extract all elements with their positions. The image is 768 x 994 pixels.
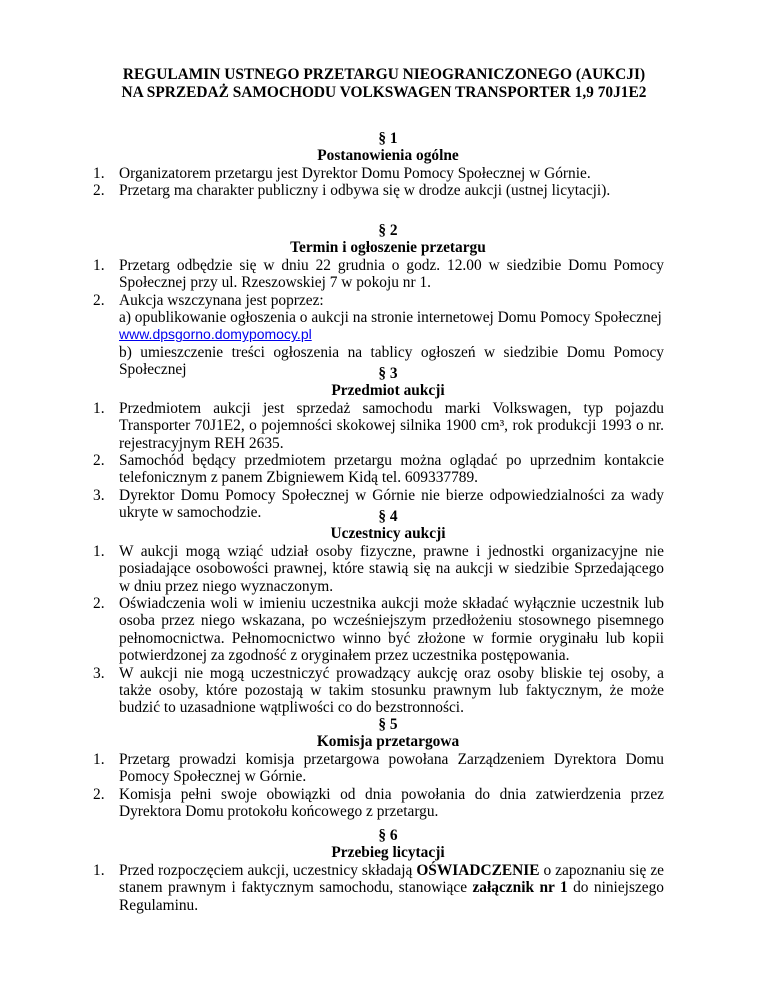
section-5 [93, 716, 664, 821]
item-text: Samochód będący przedmiotem przetargu można oglądać po uprzednim kontakcie telefonicznym z panem Zbigniewem Kidą tel. 609337789. [119, 452, 664, 487]
document-title [0, 66, 768, 102]
section-number: § 3 [378, 365, 398, 382]
section-number: § 5 [378, 716, 398, 733]
section-6 [93, 827, 664, 914]
item-text: Dyrektor Domu Pomocy Społecznej w Górnie nie bierze odpowiedzialności za wady ukryte w samochodzie. [119, 486, 664, 522]
item-text: Przed rozpoczęciem aukcji, uczestnicy składają [119, 861, 417, 879]
item-text: do niniejszego Regulaminu. [119, 879, 664, 914]
item-text: Oświadczenia woli w imieniu uczestnika aukcji może składać wyłącznie uczestnik lub osoba przez niego wskazana, po wcześniejszym przedłożeniu stosownego pisemnego pełnomocnictwa. Pełnomocnictwo winno być złożone w formie oryginału lub kopii potwierdzonej za zgodność z oryginałem przez uczestnika postępowania. [119, 595, 664, 665]
item-number: 2. [93, 452, 105, 470]
section-number: § 4 [378, 508, 398, 525]
section-heading: Komisja przetargowa [316, 733, 460, 751]
item-text: W aukcji nie mogą uczestniczyć prowadzący aukcję oraz osoby bliskie tej osoby, a także osoby, które pozostają w takim stosunku prawnym lub faktycznym, że może budzić to uzasadnione wątpliwości co do bezstronności. [119, 664, 664, 717]
item-text: Komisja pełni swoje obowiązki od dnia powołania do dnia zatwierdzenia przez Dyrektora Domu protokołu końcowego z przetargu. [119, 785, 664, 821]
item-text: Przetarg odbędzie się w dniu 22 grudnia o godz. 12.00 w siedzibie Domu Pomocy Społecznej przy ul. Rzeszowskiej 7 w pokoju nr 1. [119, 256, 664, 292]
section-heading: Uczestnicy aukcji [330, 525, 446, 543]
item-text: W aukcji mogą wziąć udział osoby fizyczne, prawne i jednostki organizacyjne nie posiadające osobowości prawnej, które stawią się na aukcji w siedzibie Sprzedającego w dniu przez niego wyznaczonym. [119, 542, 664, 595]
item-number: 1. [93, 542, 105, 560]
website-link[interactable]: www.dpsgorno.domypomocy.pl [119, 326, 312, 343]
section-heading: Przedmiot aukcji [331, 382, 445, 400]
title-line-1: REGULAMIN USTNEGO PRZETARGU NIEOGRANICZONEGO (AUKCJI) [122, 66, 646, 83]
title-line-2: NA SPRZEDAŻ SAMOCHODU VOLKSWAGEN TRANSPORTER 1,9 70J1E2 [121, 84, 647, 101]
item-text: Przedmiotem aukcji jest sprzedaż samochodu marki Volkswagen, typ pojazdu Transporter 70J1E2, o pojemności skokowej silnika 1900 cm³, rok produkcji 1993 o nr. rejestracyjnym REH 2635. [119, 399, 664, 452]
list-item [93, 256, 664, 292]
item-text: Przetarg prowadzi komisja przetargowa powołana Zarządzeniem Dyrektora Domu Pomocy Społecznej w Górnie. [119, 750, 664, 786]
sub-item-b: b) umieszczenie treści ogłoszenia na tablicy ogłoszeń w siedzibie Domu Pomocy Społecznej [119, 343, 664, 379]
section-3 [93, 365, 664, 522]
item-number: 3. [93, 486, 105, 504]
section-heading: Przebieg licytacji [331, 844, 445, 862]
section-list [93, 164, 664, 200]
section-1 [93, 130, 664, 200]
item-number: 2. [93, 595, 105, 613]
list-item [93, 861, 664, 914]
item-number: 1. [93, 256, 105, 274]
section-heading: Termin i ogłoszenie przetargu [290, 239, 486, 257]
item-text: Aukcja wszczynana jest poprzez: [119, 291, 324, 309]
bold-statement: OŚWIADCZENIE [416, 861, 540, 879]
section-list [93, 256, 664, 379]
list-item [93, 785, 664, 821]
section-list [93, 750, 664, 821]
item-text: o zapoznaniu się ze stanem prawnym i faktycznym samochodu, stanowiące [119, 861, 664, 897]
item-number: 1. [93, 399, 105, 417]
list-item [93, 750, 664, 786]
item-number: 1. [93, 750, 105, 768]
item-text: Przetarg ma charakter publiczny i odbywa się w drodze aukcji (ustnej licytacji). [119, 182, 611, 200]
list-item [93, 542, 664, 595]
list-item [93, 164, 664, 182]
item-number: 3. [93, 664, 105, 682]
item-number: 2. [93, 785, 105, 803]
list-item [93, 452, 664, 487]
item-number: 2. [93, 182, 105, 200]
bold-attachment-ref: załącznik nr 1 [472, 879, 568, 897]
section-list [93, 542, 664, 717]
list-item [93, 399, 664, 452]
item-number: 2. [93, 291, 105, 309]
section-number: § 6 [378, 827, 398, 844]
item-text: Organizatorem przetargu jest Dyrektor Domu Pomocy Społecznej w Górnie. [119, 164, 591, 182]
item-number: 1. [93, 861, 105, 879]
item-number: 1. [93, 164, 105, 182]
section-list [93, 399, 664, 522]
sub-item-a: a) opublikowanie ogłoszenia o aukcji na stronie internetowej Domu Pomocy Społecznej [119, 309, 662, 327]
section-2 [93, 222, 664, 379]
section-4 [93, 508, 664, 717]
list-item [93, 595, 664, 665]
section-number: § 1 [378, 130, 398, 147]
list-item [93, 664, 664, 717]
section-heading: Postanowienia ogólne [317, 147, 459, 165]
section-list [93, 861, 664, 914]
list-item [93, 182, 664, 200]
section-number: § 2 [378, 222, 398, 239]
